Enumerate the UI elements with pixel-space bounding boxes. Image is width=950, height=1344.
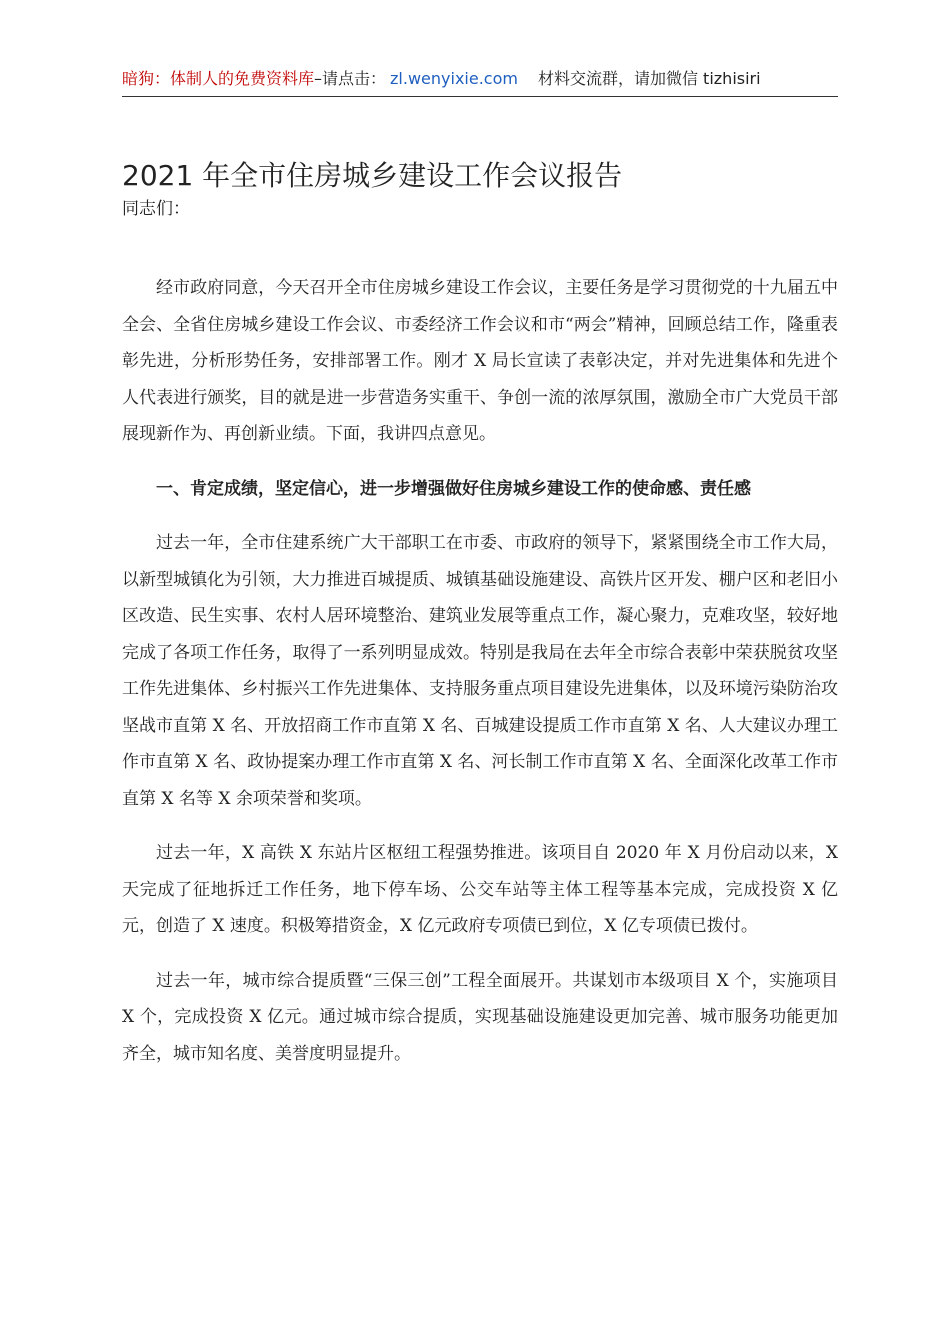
body-paragraph: 过去一年，全市住建系统广大干部职工在市委、市政府的领导下，紧紧围绕全市工作大局，以新型城镇化为引领，大力推进百城提质、城镇基础设施建设、高铁片区开发、棚户区和老旧小区改造、民生实事、农村人居环境整治、建筑业发展等重点工作，凝心聚力，克难攻坚，较好地完成了各项工作任务，取得了一系列明显成效。特别是我局在去年全市综合表彰中荣获脱贫攻坚工作先进集体、乡村振兴工作先进集体、支持服务重点项目建设先进集体，以及环境污染防治攻坚战市直第 X 名、开放招商工作市直第 X 名、百城建设提质工作市直第 X 名、人大建议办理工作市直第 X 名、政协提案办理工作市直第 X 名、河长制工作市直第 X 名、全面深化改革工作市直第 X 名等 X 余项荣誉和奖项。 — [122, 533, 838, 809]
section-heading: 一、肯定成绩，坚定信心，进一步增强做好住房城乡建设工作的使命感、责任感 — [156, 478, 751, 499]
body-paragraph: 过去一年，城市综合提质暨“三保三创”工程全面展开。共谋划市本级项目 X 个，实施项目 X 个，完成投资 X 亿元。通过城市综合提质，实现基础设施建设更加完善、城市服务功能更加齐全，城市知名度、美誉度明显提升。 — [122, 970, 838, 1064]
document-body — [122, 270, 838, 1090]
document-title: 2021 年全市住房城乡建设工作会议报告 — [122, 159, 623, 192]
header-brand: 暗狗：体制人的免费资料库 — [122, 69, 315, 88]
page-header — [122, 62, 838, 97]
header-link[interactable]: zl.wenyixie.com — [390, 69, 518, 88]
salutation: 同志们： — [122, 199, 190, 219]
intro-paragraph: 经市政府同意，今天召开全市住房城乡建设工作会议，主要任务是学习贯彻党的十九届五中全会、全省住房城乡建设工作会议、市委经济工作会议和市“两会”精神，回顾总结工作，隆重表彰先进，分析形势任务，安排部署工作。刚才 X 局长宣读了表彰决定，并对先进集体和先进个人代表进行颁奖，目的就是进一步营造务实重干、争创一流的浓厚氛围，激励全市广大党员干部展现新作为、再创新业绩。下面，我讲四点意见。 — [122, 278, 838, 444]
header-prompt: –请点击： — [314, 69, 387, 88]
header-contact: 材料交流群，请加微信 tizhisiri — [537, 69, 761, 88]
body-paragraph: 过去一年，X 高铁 X 东站片区枢纽工程强势推进。该项目自 2020 年 X 月份启动以来，X 天完成了征地拆迁工作任务，地下停车场、公交车站等主体工程等基本完成，完成投资 X 亿元，创造了 X 速度。积极筹措资金，X 亿元政府专项债已到位，X 亿专项债已拨付。 — [122, 843, 838, 936]
